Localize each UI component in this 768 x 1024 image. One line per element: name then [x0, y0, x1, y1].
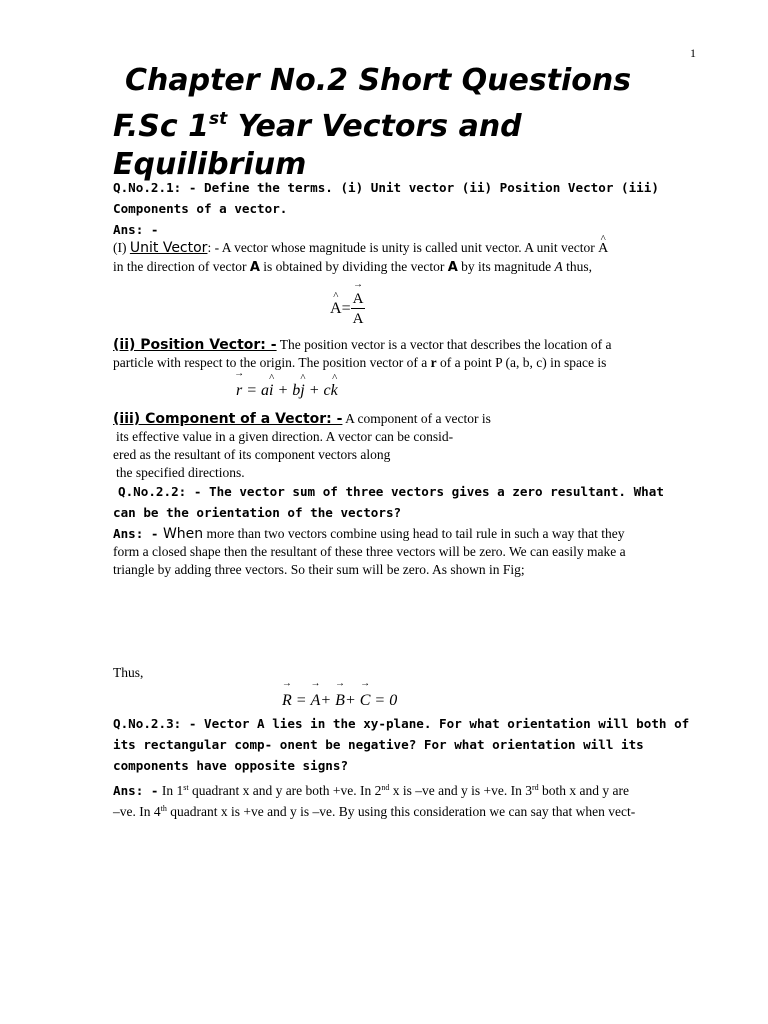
answer-2-3-line-2: [113, 800, 693, 821]
unit-vector-text-2d: thus,: [562, 259, 593, 274]
position-vector-line-1: [113, 336, 693, 354]
question-2-1: [113, 177, 693, 219]
answer-2-3-part-1: In 1: [158, 783, 184, 798]
eq-term-a: = a: [242, 382, 270, 399]
unit-vector-term: [130, 240, 208, 256]
question-2-3-line-2: its rectangular comp- onent be negative? For what orientation will its: [113, 737, 644, 752]
answer-2-3-line-1: [113, 779, 693, 800]
eq-fraction: [351, 290, 366, 329]
question-2-1-line-2: Components of a vector.: [113, 201, 288, 216]
component-term: [113, 411, 342, 427]
question-2-3: [113, 713, 693, 776]
page-title: [113, 62, 713, 184]
eq-denominator: A: [352, 311, 364, 327]
answer-2-3: [113, 779, 693, 821]
unit-vector-prefix: (I): [113, 240, 130, 255]
question-2-2-line-2: can be the orientation of the vectors?: [113, 505, 402, 520]
thus-label: Thus,: [113, 665, 144, 680]
eq-plus-1: +: [320, 692, 336, 709]
answer-label-2-2: Ans: -: [113, 526, 159, 541]
sup-th: th: [160, 804, 167, 813]
position-vector-definition: [113, 336, 693, 372]
position-vector-text-2b: of a point P (a, b, c) in space is: [436, 355, 607, 370]
question-2-2-line-1: Q.No.2.2: - The vector sum of three vectors gives a zero resultant. What: [118, 484, 664, 499]
vector-a-bold-2: A: [447, 260, 458, 275]
eq-k-hat: ^ k: [331, 382, 338, 400]
position-vector-line-2: [113, 354, 693, 372]
answer-2-3-part-3: x is –ve and y is +ve. In 3: [389, 783, 532, 798]
position-vector-text-1: The position vector is a vector that describes the location of a: [276, 337, 612, 352]
eq-r-vector-2: → R: [282, 692, 292, 710]
eq-equals-2: =: [291, 692, 311, 709]
unit-vector-line-1: [113, 239, 693, 258]
page-number: 1: [690, 46, 696, 60]
component-term-text: (iii) Component of a Vector: -: [113, 411, 343, 427]
answer-2-2-line-1: [113, 525, 693, 543]
position-vector-term-text: (ii) Position Vector: -: [113, 337, 277, 353]
eq-term-c: + c: [304, 382, 331, 399]
component-line-3: ered as the resultant of its component vectors along: [113, 447, 391, 462]
component-line-4: the specified directions.: [116, 465, 245, 480]
title-line-2: [113, 109, 522, 144]
eq-zero: = 0: [370, 692, 398, 709]
answer-label-2-3: Ans: -: [113, 783, 159, 798]
component-text-1: A component of a vector is: [342, 411, 491, 426]
position-vector-term: [113, 337, 277, 353]
unit-vector-line-2: [113, 258, 693, 277]
title-line-3: Equilibrium: [113, 147, 307, 182]
eq-numerator: → A: [351, 290, 366, 309]
component-definition: [113, 410, 693, 482]
answer-2-3-part-2: quadrant x and y are both +ve. In 2: [188, 783, 382, 798]
resultant-equation: [282, 692, 397, 710]
title-line-1: Chapter No.2 Short Questions: [125, 63, 632, 98]
eq-c-vector: → C: [360, 692, 371, 710]
eq-j-hat: ^ j: [300, 382, 304, 400]
unit-vector-equation: [330, 290, 365, 329]
answer-2-3-part-5: –ve. In 4: [113, 804, 161, 819]
title-line-2-suffix: Year Vectors and: [227, 109, 522, 144]
unit-vector-definition: [113, 239, 693, 277]
eq-unit-a-hat: ^ A: [330, 300, 342, 318]
eq-term-b: + b: [273, 382, 301, 399]
answer-2-2: [113, 525, 693, 579]
unit-vector-text-2a: in the direction of vector: [113, 259, 250, 274]
unit-vector-text-1: : - A vector whose magnitude is unity is called unit vector. A unit vector: [207, 240, 595, 255]
question-2-3-line-3: components have opposite signs?: [113, 758, 349, 773]
eq-r-vector: → r: [236, 382, 242, 400]
position-vector-equation: [236, 382, 338, 400]
eq-i-hat: ^ i: [269, 382, 273, 400]
unit-vector-text-2c: by its magnitude: [457, 259, 555, 274]
component-line-2: its effective value in a given direction. A vector can be consid-: [116, 429, 454, 444]
title-superscript: st: [208, 109, 228, 129]
answer-2-2-line-3: triangle by adding three vectors. So their sum will be zero. As shown in Fig;: [113, 562, 525, 577]
eq-b-vector: → B: [335, 692, 345, 710]
question-2-3-line-1: Q.No.2.3: - Vector A lies in the xy-plane. For what orientation will both of: [113, 716, 690, 731]
sup-nd: nd: [381, 783, 390, 792]
answer-2-2-line-2: form a closed shape then the resultant of these three vectors will be zero. We can easily make a: [113, 544, 626, 559]
answer-2-3-part-4: both x and y are: [538, 783, 630, 798]
answer-label-2-1: Ans: -: [113, 222, 159, 237]
question-2-1-line-1: Q.No.2.1: - Define the terms. (i) Unit vector (ii) Position Vector (iii): [113, 180, 659, 195]
component-line-1: [113, 410, 693, 428]
answer-2-3-part-6: quadrant x is +ve and y is –ve. By using this consideration we can say that when vect-: [166, 804, 636, 819]
eq-a-vector: → A: [311, 692, 321, 710]
answer-2-2-when: When: [158, 526, 204, 542]
answer-2-2-text-1: more than two vectors combine using head to tail rule in such a way that they: [203, 526, 625, 541]
eq-plus-2: +: [344, 692, 360, 709]
position-vector-text-2a: particle with respect to the origin. The position vector of a: [113, 355, 431, 370]
unit-vector-symbol: ^ A: [598, 240, 608, 258]
title-line-2-prefix: F.Sc 1: [113, 109, 209, 144]
eq-equals: =: [341, 300, 351, 318]
question-2-2: [113, 481, 698, 523]
vector-a-bold-1: A: [249, 260, 260, 275]
sup-rd: rd: [532, 783, 539, 792]
unit-vector-text-2b: is obtained by dividing the vector: [259, 259, 448, 274]
vector-r-bold: r: [430, 355, 437, 370]
magnitude-a-italic: A: [554, 259, 563, 274]
sup-st: st: [183, 783, 189, 792]
unit-vector-term-text: Unit Vector: [129, 240, 208, 256]
